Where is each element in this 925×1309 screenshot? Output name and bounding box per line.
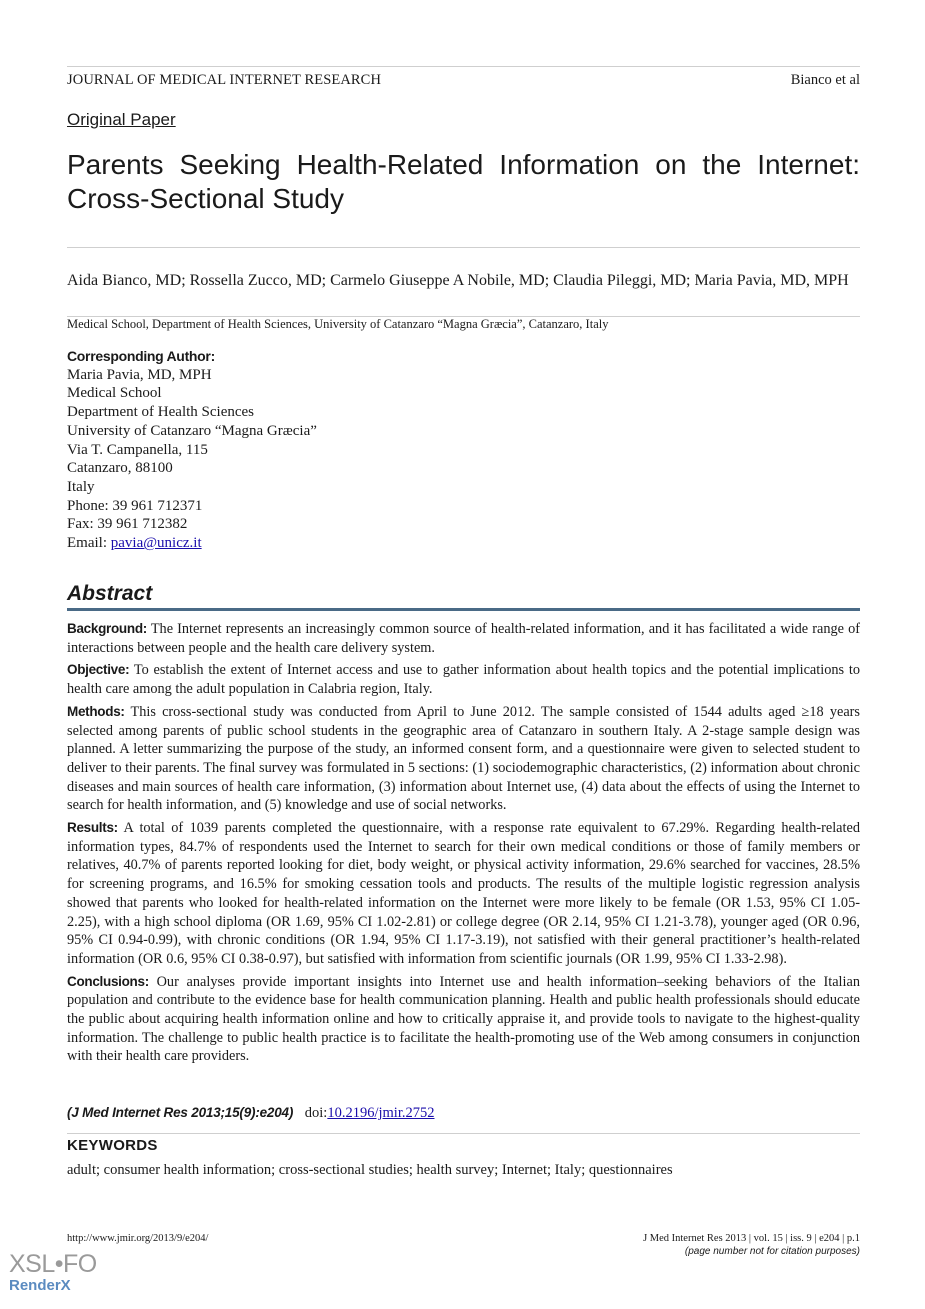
- section-text: This cross-sectional study was conducted from April to June 2012. The sample consisted of 1544 adults aged ≥18 years selected among parents of public school students in the geographic area of Catanzaro in southern Italy. A 2-stage sample design was planned. A letter summarizing the purpose of the study, an informed consent form, and a questionnaire were given to selected student to deliver to their parents. The final survey was formulated in 5 sections: (1) sociodemographic characteristics, (2) information about chronic diseases and main sources of health care information, (3) information about Internet use, (4) data about the effects of using the Internet to search for health information, and (5) knowledge and use of social networks.: [67, 703, 860, 814]
- corr-line: Italy: [67, 478, 95, 495]
- running-authors: Bianco et al: [790, 72, 860, 88]
- section-label: Objective:: [67, 662, 130, 678]
- section-label: Conclusions:: [67, 973, 149, 989]
- watermark-xslfo: XSL•FO: [9, 1250, 97, 1278]
- corr-line: Maria Pavia, MD, MPH: [67, 366, 212, 383]
- journal-name: JOURNAL OF MEDICAL INTERNET RESEARCH: [67, 72, 382, 88]
- footer-note: (page number not for citation purposes): [684, 1246, 860, 1257]
- author-list: Aida Bianco, MD; Rossella Zucco, MD; Carmelo Giuseppe A Nobile, MD; Claudia Pileggi, MD; Maria Pavia, MD, MPH: [67, 272, 849, 289]
- abstract-results: [67, 819, 860, 969]
- affiliation: Medical School, Department of Health Sciences, University of Catanzaro “Magna Græcia”, Catanzaro, Italy: [67, 317, 609, 331]
- journal-citation: (J Med Internet Res 2013;15(9):e204): [67, 1105, 294, 1120]
- footer-citation: J Med Internet Res 2013 | vol. 15 | iss. 9 | e204 | p.1: [643, 1233, 860, 1244]
- header-rule: [67, 66, 860, 67]
- corresponding-author-label: Corresponding Author:: [67, 348, 215, 364]
- corr-line: Medical School: [67, 385, 162, 402]
- section-label: Methods:: [67, 703, 125, 719]
- corr-line: University of Catanzaro “Magna Græcia”: [67, 422, 317, 439]
- keywords-list: adult; consumer health information; cross-sectional studies; health survey; Internet; Italy; questionnaires: [67, 1162, 673, 1178]
- email-label: Email:: [67, 535, 111, 552]
- abstract-conclusions: [67, 973, 860, 1067]
- title-rule: [67, 247, 860, 248]
- section-text: To establish the extent of Internet access and use to gather information about health topics and the potential implications to health care among the adult population in Calabria region, Italy.: [67, 662, 860, 698]
- abstract-body: [67, 620, 860, 1070]
- keywords-heading: KEYWORDS: [67, 1137, 158, 1154]
- renderer-watermark: [9, 1250, 97, 1294]
- abstract-objective: [67, 661, 860, 698]
- doi-link[interactable]: 10.2196/jmir.2752: [327, 1105, 435, 1121]
- corr-line: Fax: 39 961 712382: [67, 516, 188, 533]
- corr-line: Department of Health Sciences: [67, 404, 255, 421]
- email-link[interactable]: pavia@unicz.it: [110, 535, 202, 552]
- corresponding-author: [67, 347, 317, 553]
- section-label: Background:: [67, 621, 147, 636]
- corr-line: Via T. Campanella, 115: [67, 441, 208, 458]
- section-text: The Internet represents an increasingly common source of health-related information, and it has facilitated a wide range of interactions between people and the health care delivery system.: [67, 621, 860, 656]
- footer-url: http://www.jmir.org/2013/9/e204/: [67, 1233, 209, 1244]
- corr-line: Catanzaro, 88100: [67, 460, 173, 477]
- abstract-heading: Abstract: [67, 582, 153, 605]
- doi-label: doi:: [304, 1105, 328, 1121]
- section-label: Results:: [67, 820, 118, 836]
- corr-email-line: [67, 534, 317, 553]
- abstract-rule: [67, 608, 860, 611]
- watermark-renderx: RenderX: [9, 1277, 71, 1294]
- abstract-methods: [67, 703, 860, 815]
- paper-type: Original Paper: [67, 110, 176, 129]
- corr-line: Phone: 39 961 712371: [67, 497, 203, 514]
- abstract-background: [67, 620, 860, 657]
- section-text: A total of 1039 parents completed the questionnaire, with a response rate equivalent to 67.29%. Regarding health-related information types, 84.7% of respondents used the Internet to search for their own medical conditions or those of family members or relatives, 40.7% of parents reported looking for diet, body weight, or physical activity information, 29.6% searched for vaccines, 28.5% for screening programs, and 16.5% for smoking cessation tools and products. The results of the multiple logistic regression analysis showed that parents who looked for health-related information on the Internet were more likely to be female (OR 1.53, 95% CI 1.05-2.25), with a high school diploma (OR 1.69, 95% CI 1.02-2.81) or college degree (OR 2.14, 95% CI 1.21-3.78), younger aged (OR 0.96, 95% CI 0.94-0.99), with chronic conditions (OR 1.94, 95% CI 1.17-3.19), not satisfied with their general practitioner’s health-related information (OR 0.6, 95% CI 0.38-0.97), but satisfied with information from scientific journals (OR 1.99, 95% CI 1.33-2.98).: [67, 820, 860, 967]
- citation-line: [67, 1105, 435, 1122]
- section-text: Our analyses provide important insights into Internet use and health information–seeking behaviors of the Italian population and contribute to the evidence base for health communication planning. Health and public health professionals should educate the public about acquiring health information online and how to critically appraise it, and provide tools to navigate to the highest-quality information. The challenge to public health practice is to facilitate the health-promoting use of the Web among consumers in conjunction with their health care providers.: [67, 973, 860, 1065]
- paper-title: Parents Seeking Health-Related Information on the Internet: Cross-Sectional Study: [67, 149, 860, 214]
- keywords-rule: [67, 1133, 860, 1134]
